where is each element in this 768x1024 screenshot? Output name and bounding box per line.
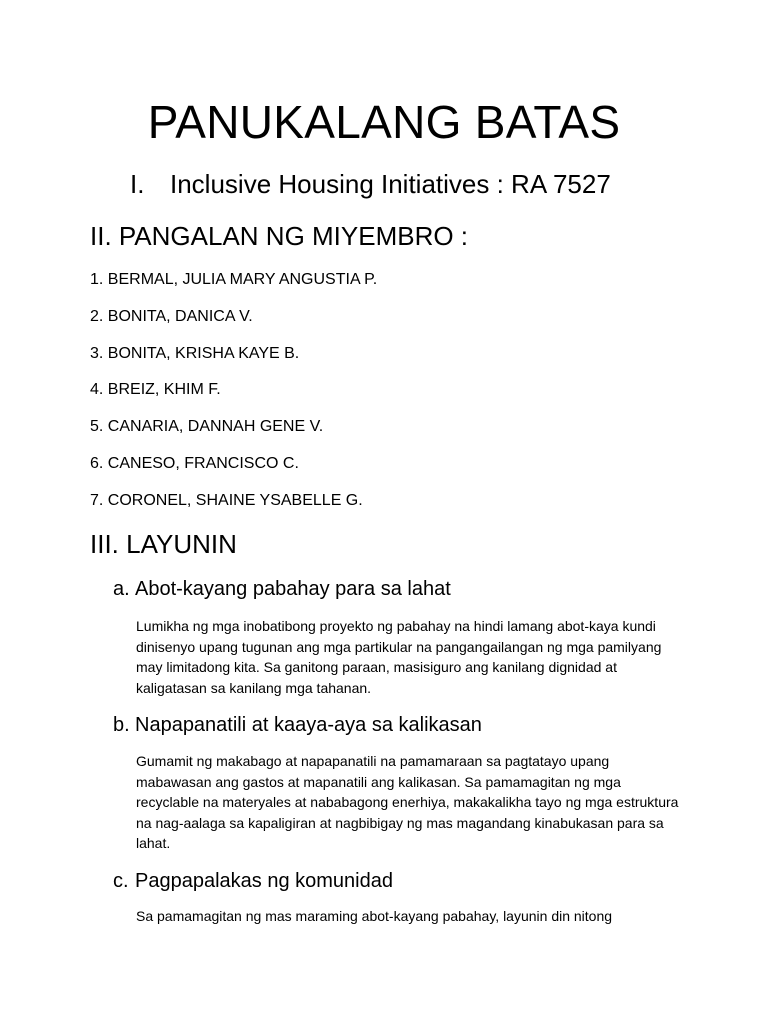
section-3-heading: III. LAYUNIN: [90, 529, 237, 559]
member-item: 6. CANESO, FRANCISCO C.: [90, 455, 299, 472]
objective-letter: a.: [113, 578, 130, 600]
member-item: 4. BREIZ, KHIM F.: [90, 381, 221, 398]
objective-letter: b.: [113, 714, 130, 736]
section-2-heading: II. PANGALAN NG MIYEMBRO :: [90, 221, 469, 251]
objective-c-body: Sa pamamagitan ng mas maraming abot-kayang pabahay, layunin din nitong: [136, 908, 613, 924]
objective-c-heading: [113, 869, 393, 893]
objective-title: Abot-kayang pabahay para sa lahat: [135, 578, 451, 600]
objective-title: Pagpapalakas ng komunidad: [135, 870, 393, 892]
objective-letter: c.: [113, 870, 129, 892]
member-item: 1. BERMAL, JULIA MARY ANGUSTIA P.: [90, 271, 378, 288]
objective-b-body: Gumamit ng makabago at napapanatili na pamamaraan sa pagtatayo upang mabawasan ang gastos at mapanatili ang kalikasan. Sa pamamagitan ng mga recyclable na materyales at nababagong enerhiya, makakalikha tayo ng mga estruktura na nag-aalaga sa kapaligiran at nagbibigay ng mas magandang kinabukasan para sa lahat.: [136, 753, 679, 852]
member-item: 2. BONITA, DANICA V.: [90, 308, 253, 325]
objective-a-body: Lumikha ng mga inobatibong proyekto ng pabahay na hindi lamang abot-kaya kundi dinisenyo upang tugunan ang mga partikular na pangangailangan ng mga pamilyang may limitadong kita. Sa ganitong paraan, masisiguro ang kanilang dignidad at kaligatasan sa kanilang mga tahanan.: [136, 618, 662, 696]
objective-a-heading: [113, 577, 451, 601]
section-1-text: Inclusive Housing Initiatives : RA 7527: [170, 169, 611, 199]
section-1-heading: [130, 168, 611, 200]
member-item: 7. CORONEL, SHAINE YSABELLE G.: [90, 492, 363, 509]
member-item: 3. BONITA, KRISHA KAYE B.: [90, 345, 300, 362]
document-title: PANUKALANG BATAS: [147, 96, 621, 148]
section-1-number: I.: [130, 169, 145, 199]
member-item: 5. CANARIA, DANNAH GENE V.: [90, 418, 324, 435]
objective-title: Napapanatili at kaaya-aya sa kalikasan: [135, 714, 482, 736]
objective-b-heading: [113, 713, 482, 737]
